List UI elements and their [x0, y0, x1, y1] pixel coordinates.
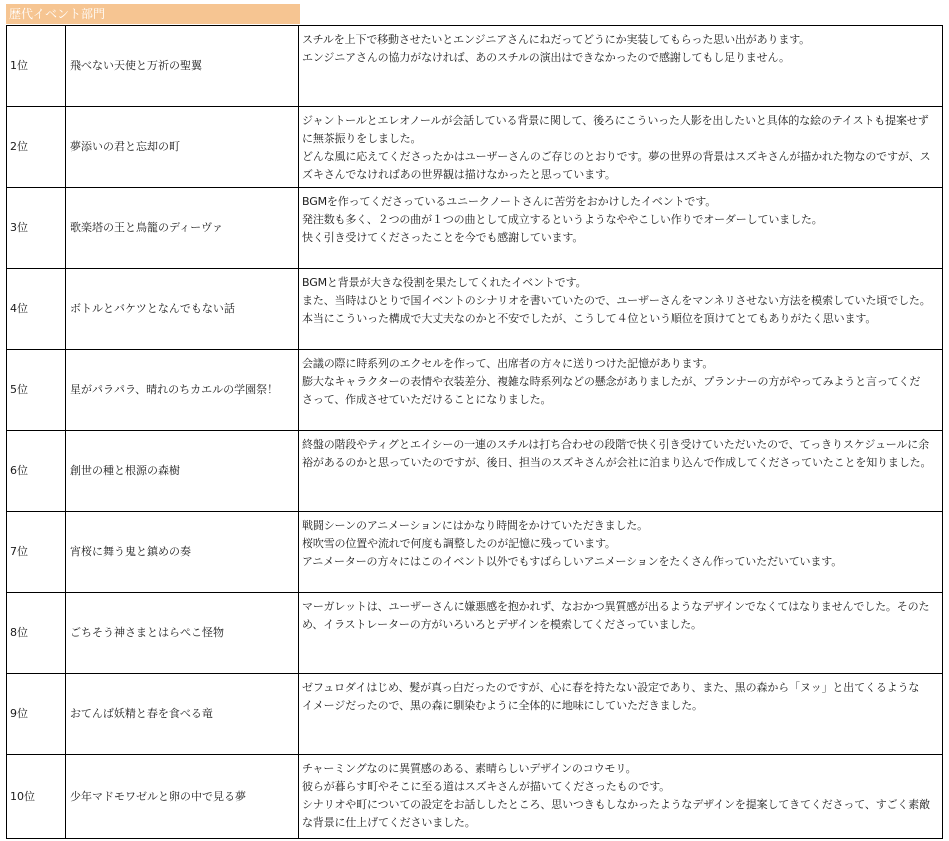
table-row [7, 269, 943, 350]
comment-cell [299, 26, 943, 107]
comment-line: 会議の際に時系列のエクセルを作って、出席者の方々に送りつけた記憶があります。 [302, 357, 714, 370]
comment-cell [299, 512, 943, 593]
comment-line: スチルを上下で移動させたいとエンジニアさんにねだってどうにか実装してもらった思い出があります。 [302, 33, 811, 46]
rank-cell: 7位 [7, 512, 66, 593]
comment-line: 裕があるのかと思っていたのですが、後日、担当のスズキさんが会社に泊まり込んで作成してくださっていたことを知りました。 [302, 456, 932, 469]
rank-cell: 4位 [7, 269, 66, 350]
comment-line: また、当時はひとりで国イベントのシナリオを書いていたので、ユーザーさんをマンネリさせない方法を模索していた頃でした。 [302, 294, 931, 307]
comment-cell [299, 107, 943, 188]
comment-cell [299, 593, 943, 674]
event-title-cell: ボトルとバケツとなんでもない話 [66, 269, 299, 350]
comment-line: 戦闘シーンのアニメーションにはかなり時間をかけていただきました。 [302, 519, 648, 532]
rank-cell: 3位 [7, 188, 66, 269]
event-title-cell: 星がパラパラ、晴れのちカエルの学園祭！ [66, 350, 299, 431]
comment-line: どんな風に応えてくださったかはユーザーさんのご存じのとおりです。夢の世界の背景はスズキさんが描かれた物なのですが、ス [302, 150, 931, 163]
comment-line: 終盤の階段やティグとエイシーの一連のスチルは打ち合わせの段階で快く引き受けていただいたので、てっきりスケジュールに余 [302, 438, 929, 451]
table-row [7, 107, 943, 188]
comment-line: 膨大なキャラクターの表情や衣装差分、複雑な時系列などの懸念がありましたが、プランナーの方がやってみようと言ってくだ [302, 375, 921, 388]
comment-line: エンジニアさんの協力がなければ、あのスチルの演出はできなかったので感謝してもし足りません。 [302, 51, 790, 64]
comment-line: 快く引き受けてくださったことを今でも感謝しています。 [302, 231, 584, 244]
comment-line: マーガレットは、ユーザーさんに嫌悪感を抱かれず、なおかつ異質感が出るようなデザインでなくてはなりませんでした。そのた [302, 600, 930, 613]
comment-line: 桜吹雪の位置や流れで何度も調整したのが記憶に残っています。 [302, 537, 616, 550]
event-title-cell: 夢添いの君と忘却の町 [66, 107, 299, 188]
event-title-cell: おてんば妖精と春を食べる竜 [66, 674, 299, 755]
table-row [7, 350, 943, 431]
comment-line: さって、作成させていただけることになりました。 [302, 393, 552, 406]
comment-cell [299, 431, 943, 512]
rank-cell: 10位 [7, 755, 66, 839]
table-row [7, 512, 943, 593]
ranking-table [6, 25, 943, 839]
comment-line: チャーミングなのに異質感のある、素晴らしいデザインのコウモリ。 [302, 762, 637, 775]
event-title-cell: ごちそう神さまとはらぺこ怪物 [66, 593, 299, 674]
comment-line: 本当にこういった構成で大丈夫なのかと不安でしたが、こうして４位という順位を頂けてとてもありがたく思います。 [302, 312, 877, 325]
rank-cell: 1位 [7, 26, 66, 107]
comment-line: ジャントールとエレオノールが会話している背景に関して、後ろにこういった人影を出したいと具体的な絵のテイストも提案せず [302, 114, 929, 127]
comment-cell [299, 350, 943, 431]
comment-line: ズキさんでなければあの世界観は描けなかったと思っています。 [302, 168, 616, 181]
comment-line: に無茶振りをしました。 [302, 132, 422, 145]
comment-line: イメージだったので、黒の森に馴染むように全体的に地味にしていただきました。 [302, 699, 703, 712]
comment-line: アニメーターの方々にはこのイベント以外でもすばらしいアニメーションをたくさん作っていただいています。 [302, 555, 843, 568]
comment-line: BGMを作ってくださっているユニークノートさんに苦労をおかけしたイベントです。 [302, 195, 717, 208]
table-row [7, 593, 943, 674]
rank-cell: 9位 [7, 674, 66, 755]
event-title-cell: 飛べない天使と万祈の聖翼 [66, 26, 299, 107]
comment-line: BGMと背景が大きな役割を果たしてくれたイベントです。 [302, 276, 587, 289]
comment-cell [299, 755, 943, 839]
rank-cell: 6位 [7, 431, 66, 512]
comment-cell [299, 674, 943, 755]
table-row [7, 755, 943, 839]
sheet-header-tab: 歴代イベント部門 [6, 4, 300, 24]
comment-cell [299, 188, 943, 269]
rank-cell: 8位 [7, 593, 66, 674]
event-title-cell: 少年マドモワゼルと卵の中で見る夢 [66, 755, 299, 839]
table-row [7, 674, 943, 755]
table-row [7, 26, 943, 107]
comment-line: 彼らが暮らす町やそこに至る道はスズキさんが描いてくださったものです。 [302, 780, 671, 793]
table-row [7, 431, 943, 512]
comment-line: め、イラストレーターの方がいろいろとデザインを模索してくださっていました。 [302, 618, 702, 631]
table-row [7, 188, 943, 269]
comment-cell [299, 269, 943, 350]
event-title-cell: 歌楽塔の王と鳥籠のディーヴァ [66, 188, 299, 269]
event-title-cell: 創世の種と根源の森樹 [66, 431, 299, 512]
comment-line: な背景に仕上げてくださいました。 [302, 816, 476, 829]
comment-line: シナリオや町についての設定をお話ししたところ、思いつきもしなかったようなデザインを提案してきてくださって、すごく素敵 [302, 798, 930, 811]
rank-cell: 2位 [7, 107, 66, 188]
comment-line: 発注数も多く、２つの曲が１つの曲として成立するというようなややこしい作りでオーダーしていました。 [302, 213, 823, 226]
comment-line: ゼフュロダイはじめ、髪が真っ白だったのですが、心に春を持たない設定であり、また、黒の森から「ヌッ」と出てくるような [302, 681, 920, 694]
rank-cell: 5位 [7, 350, 66, 431]
event-title-cell: 宵桜に舞う鬼と鎮めの奏 [66, 512, 299, 593]
